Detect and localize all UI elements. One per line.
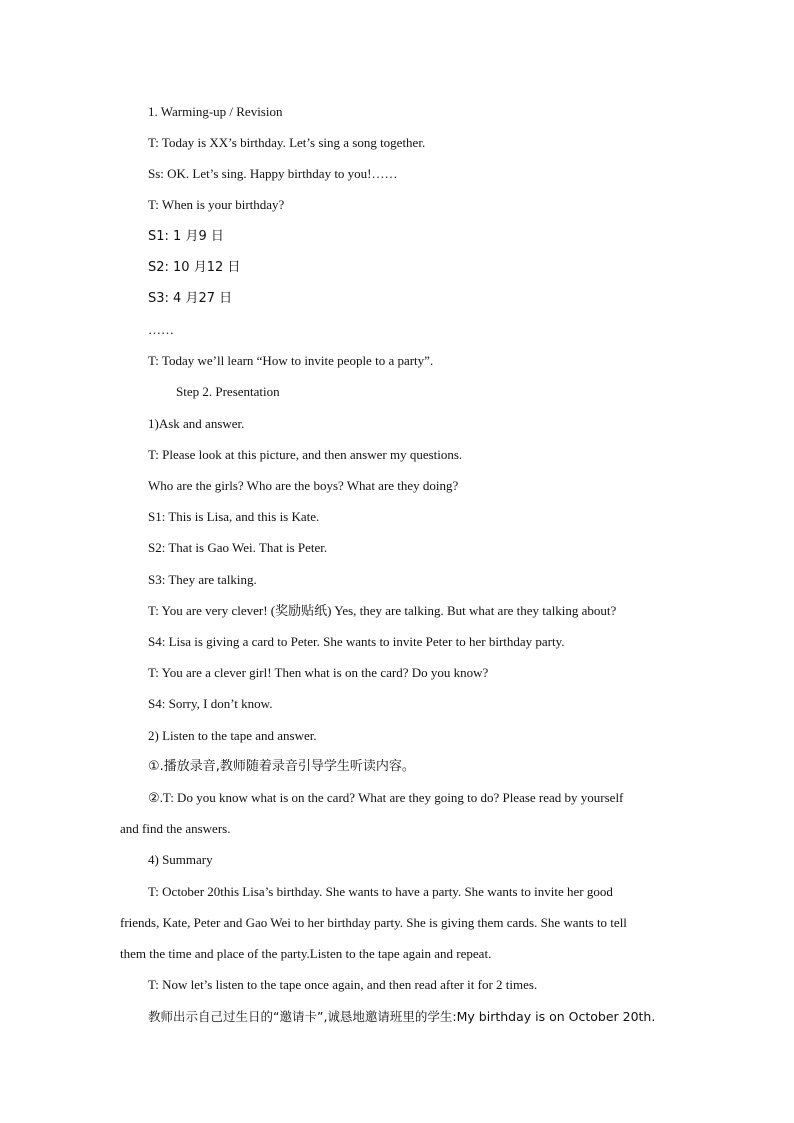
summary-line: T: October 20this Lisa’s birthday. She wants to have a party. She wants to invite her good	[148, 884, 613, 899]
dialogue-line: T: You are very clever! (奖励贴纸) Yes, they are talking. But what are they talking about?	[148, 603, 617, 618]
dialogue-line: T: Today is XX’s birthday. Let’s sing a song together.	[148, 135, 426, 150]
dialogue-line: T: Today we’ll learn “How to invite people to a party”.	[148, 353, 434, 368]
dialogue-line: S2: 10 月12 日	[148, 260, 241, 275]
dialogue-line: S4: Lisa is giving a card to Peter. She wants to invite Peter to her birthday party.	[148, 634, 565, 649]
instruction-line-continued: and find the answers.	[120, 821, 231, 836]
dialogue-line: T: You are a clever girl! Then what is on the card? Do you know?	[148, 665, 489, 680]
heading-presentation: Step 2. Presentation	[176, 384, 280, 399]
dialogue-line: Who are the girls? Who are the boys? What are they doing?	[148, 478, 459, 493]
dialogue-line: S4: Sorry, I don’t know.	[148, 696, 273, 711]
dialogue-line: S3: 4 月27 日	[148, 291, 233, 306]
dialogue-line: T: Please look at this picture, and then answer my questions.	[148, 447, 463, 462]
dialogue-line: T: Now let’s listen to the tape once again, and then read after it for 2 times.	[148, 977, 538, 992]
instruction-line: 教师出示自己过生日的“邀请卡”,诚恳地邀请班里的学生:My birthday is on October 20th.	[148, 1009, 656, 1024]
dialogue-line: S2: That is Gao Wei. That is Peter.	[148, 540, 328, 555]
dialogue-line: S1: 1 月9 日	[148, 229, 224, 244]
summary-line-continued: them the time and place of the party.Listen to the tape again and repeat.	[120, 946, 492, 961]
summary-line-continued: friends, Kate, Peter and Gao Wei to her birthday party. She is giving them cards. She wants to tell	[120, 915, 627, 930]
subheading-listen: 2) Listen to the tape and answer.	[148, 728, 317, 743]
subheading-ask-answer: 1)Ask and answer.	[148, 416, 245, 431]
dialogue-line: T: When is your birthday?	[148, 197, 285, 212]
subheading-summary: 4) Summary	[148, 852, 213, 867]
dialogue-line: S3: They are talking.	[148, 572, 257, 587]
heading-warming-up: 1. Warming-up / Revision	[148, 104, 283, 119]
instruction-line: ①.播放录音,教师随着录音引导学生听读内容。	[148, 759, 415, 774]
instruction-line: ②.T: Do you know what is on the card? What are they going to do? Please read by yourself	[148, 790, 624, 805]
dialogue-line: Ss: OK. Let’s sing. Happy birthday to you!……	[148, 166, 398, 181]
ellipsis-line: ……	[148, 322, 174, 337]
dialogue-line: S1: This is Lisa, and this is Kate.	[148, 509, 320, 524]
